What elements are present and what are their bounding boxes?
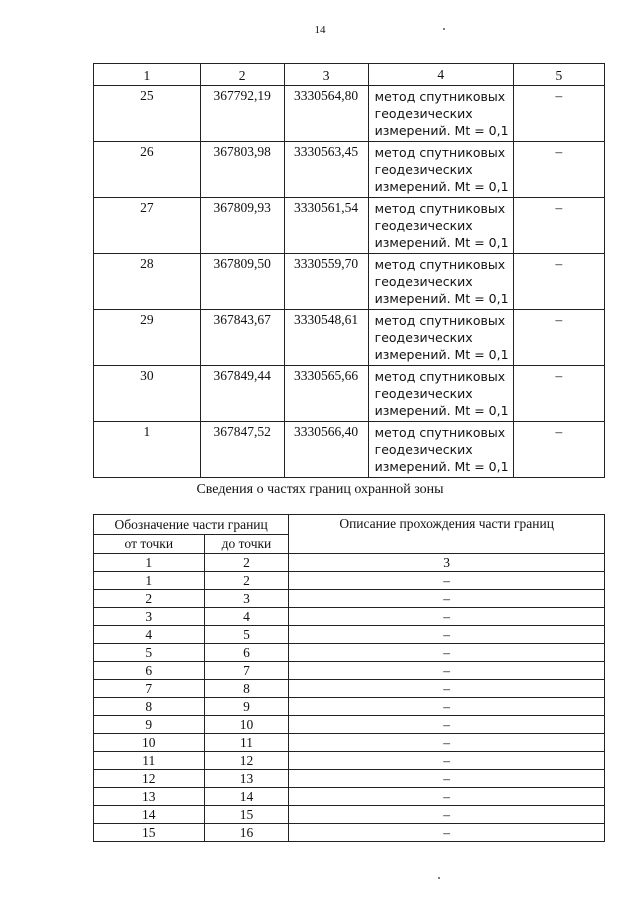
point-number-cell: 30	[94, 366, 201, 422]
note-cell: –	[513, 254, 604, 310]
method-line: метод спутниковых	[374, 369, 506, 384]
header-cell: 2	[200, 64, 284, 86]
method-cell	[368, 86, 513, 142]
from-point-cell: 7	[94, 680, 205, 698]
method-line: геодезических	[374, 106, 473, 121]
point-number-cell: 28	[94, 254, 201, 310]
description-cell: –	[289, 626, 605, 644]
from-point-cell: 6	[94, 662, 205, 680]
to-point-cell: 2	[204, 572, 289, 590]
to-point-cell: 8	[204, 680, 289, 698]
to-point-cell: 6	[204, 644, 289, 662]
y-coordinate-cell: 3330565,66	[284, 366, 368, 422]
method-line: геодезических	[374, 218, 473, 233]
note-cell: –	[513, 142, 604, 198]
boundary-parts-table	[93, 514, 605, 842]
boundary-part-row	[94, 806, 605, 824]
method-line: измерений. Mt = 0,1	[374, 179, 509, 194]
description-cell: –	[289, 680, 605, 698]
method-line: геодезических	[374, 162, 473, 177]
to-point-cell: 3	[204, 590, 289, 608]
description-cell: –	[289, 824, 605, 842]
from-point-cell: 2	[94, 590, 205, 608]
coordinates-table	[93, 63, 605, 478]
header-cell: 5	[513, 64, 604, 86]
to-point-cell: 13	[204, 770, 289, 788]
boundary-part-row	[94, 752, 605, 770]
to-point-cell: 5	[204, 626, 289, 644]
boundary-part-row	[94, 788, 605, 806]
header-cell: 3	[284, 64, 368, 86]
method-line: измерений. Mt = 0,1	[374, 403, 509, 418]
method-line: геодезических	[374, 330, 473, 345]
method-line: метод спутниковых	[374, 201, 506, 216]
method-line: геодезических	[374, 442, 473, 457]
boundary-part-row	[94, 680, 605, 698]
description-cell: –	[289, 734, 605, 752]
scan-speck	[443, 28, 445, 30]
coordinate-row	[94, 142, 605, 198]
x-coordinate-cell: 367847,52	[200, 422, 284, 478]
page-number: 14	[314, 24, 326, 36]
description-cell: –	[289, 608, 605, 626]
boundary-part-row	[94, 572, 605, 590]
coordinate-row	[94, 310, 605, 366]
to-point-cell: 4	[204, 608, 289, 626]
description-cell: –	[289, 770, 605, 788]
x-coordinate-cell: 367843,67	[200, 310, 284, 366]
boundary-part-row	[94, 734, 605, 752]
method-line: метод спутниковых	[374, 425, 506, 440]
boundary-part-row	[94, 824, 605, 842]
y-coordinate-cell: 3330561,54	[284, 198, 368, 254]
x-coordinate-cell: 367803,98	[200, 142, 284, 198]
method-line: измерений. Mt = 0,1	[374, 291, 509, 306]
header-group-cell: Обозначение части границ	[94, 515, 289, 535]
note-cell: –	[513, 366, 604, 422]
coordinate-row	[94, 254, 605, 310]
boundary-part-row	[94, 644, 605, 662]
from-point-cell: 5	[94, 644, 205, 662]
boundary-part-row	[94, 590, 605, 608]
number-cell: 3	[289, 554, 605, 572]
x-coordinate-cell: 367849,44	[200, 366, 284, 422]
method-line: измерений. Mt = 0,1	[374, 235, 509, 250]
description-cell: –	[289, 788, 605, 806]
header-cell: 1	[94, 64, 201, 86]
point-number-cell: 27	[94, 198, 201, 254]
number-cell: 2	[204, 554, 289, 572]
to-point-cell: 16	[204, 824, 289, 842]
description-cell: –	[289, 662, 605, 680]
to-point-cell: 10	[204, 716, 289, 734]
description-cell: –	[289, 644, 605, 662]
y-coordinate-cell: 3330563,45	[284, 142, 368, 198]
method-cell	[368, 142, 513, 198]
method-line: геодезических	[374, 274, 473, 289]
section-title: Сведения о частях границ охранной зоны	[196, 482, 444, 497]
method-line: метод спутниковых	[374, 145, 506, 160]
method-cell	[368, 254, 513, 310]
from-point-cell: 15	[94, 824, 205, 842]
to-point-cell: 12	[204, 752, 289, 770]
y-coordinate-cell: 3330559,70	[284, 254, 368, 310]
method-cell	[368, 310, 513, 366]
boundary-part-row	[94, 770, 605, 788]
method-cell	[368, 422, 513, 478]
scan-speck	[438, 877, 440, 879]
from-point-cell: 8	[94, 698, 205, 716]
header-cell: 4	[368, 64, 513, 86]
from-point-cell: 3	[94, 608, 205, 626]
to-point-cell: 7	[204, 662, 289, 680]
from-point-cell: 10	[94, 734, 205, 752]
header-from-cell: от точки	[94, 535, 205, 554]
note-cell: –	[513, 422, 604, 478]
coordinate-row	[94, 86, 605, 142]
method-line: метод спутниковых	[374, 89, 506, 104]
header-desc-cell: Описание прохождения части границ	[289, 515, 605, 554]
y-coordinate-cell: 3330548,61	[284, 310, 368, 366]
method-line: измерений. Mt = 0,1	[374, 347, 509, 362]
note-cell: –	[513, 310, 604, 366]
point-number-cell: 1	[94, 422, 201, 478]
point-number-cell: 26	[94, 142, 201, 198]
from-point-cell: 12	[94, 770, 205, 788]
method-line: метод спутниковых	[374, 257, 506, 272]
x-coordinate-cell: 367809,93	[200, 198, 284, 254]
y-coordinate-cell: 3330564,80	[284, 86, 368, 142]
parts-header-row	[94, 515, 605, 535]
note-cell: –	[513, 86, 604, 142]
to-point-cell: 14	[204, 788, 289, 806]
description-cell: –	[289, 698, 605, 716]
header-to-cell: до точки	[204, 535, 289, 554]
parts-number-row	[94, 554, 605, 572]
number-cell: 1	[94, 554, 205, 572]
y-coordinate-cell: 3330566,40	[284, 422, 368, 478]
description-cell: –	[289, 806, 605, 824]
x-coordinate-cell: 367792,19	[200, 86, 284, 142]
boundary-part-row	[94, 716, 605, 734]
method-cell	[368, 198, 513, 254]
from-point-cell: 1	[94, 572, 205, 590]
description-cell: –	[289, 590, 605, 608]
method-line: метод спутниковых	[374, 313, 506, 328]
coordinate-row	[94, 422, 605, 478]
point-number-cell: 25	[94, 86, 201, 142]
to-point-cell: 11	[204, 734, 289, 752]
coordinate-row	[94, 198, 605, 254]
method-line: геодезических	[374, 386, 473, 401]
coordinates-header-row	[94, 64, 605, 86]
point-number-cell: 29	[94, 310, 201, 366]
method-line: измерений. Mt = 0,1	[374, 459, 509, 474]
method-cell	[368, 366, 513, 422]
from-point-cell: 9	[94, 716, 205, 734]
x-coordinate-cell: 367809,50	[200, 254, 284, 310]
boundary-part-row	[94, 698, 605, 716]
to-point-cell: 15	[204, 806, 289, 824]
to-point-cell: 9	[204, 698, 289, 716]
description-cell: –	[289, 572, 605, 590]
boundary-part-row	[94, 662, 605, 680]
from-point-cell: 4	[94, 626, 205, 644]
from-point-cell: 14	[94, 806, 205, 824]
note-cell: –	[513, 198, 604, 254]
boundary-part-row	[94, 626, 605, 644]
description-cell: –	[289, 752, 605, 770]
from-point-cell: 11	[94, 752, 205, 770]
method-line: измерений. Mt = 0,1	[374, 123, 509, 138]
description-cell: –	[289, 716, 605, 734]
boundary-part-row	[94, 608, 605, 626]
coordinate-row	[94, 366, 605, 422]
from-point-cell: 13	[94, 788, 205, 806]
